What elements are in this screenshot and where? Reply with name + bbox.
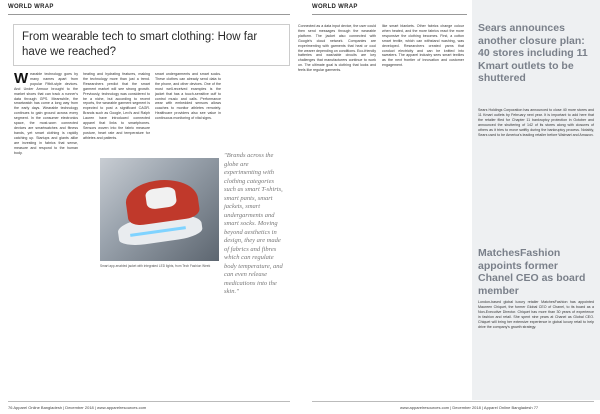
- column-2-text: heating and hydrating features, making the technology more than just a trend. Researchers predict that the smart garment market will see strong growth. Previously, technology was considered to be a niche, but according to recent reports, the wearable garment segment is expected to post a significant CAGR. Brands such as Google, Levi's and Ralph Lauren have introduced connected apparel that links to smartphones. Sensors woven into the fabric measure posture, heart rate and temperature for athletes and patients.: [83, 72, 150, 140]
- article-column-5: [382, 24, 464, 397]
- footer-rule-left: [8, 401, 290, 402]
- footer-left: 76 Apparel Online Bangladesh | December 2018 | www.apparelresources.com: [8, 405, 147, 410]
- column-5-text: like smart blankets. Other fabrics change colour when heated, and the more fabrics react the more responsive the clothing becomes. First, a cotton smart textile, which can withstand washing, was developed. Researchers created yarns that conduct electricity and can be knitted into sweaters. The apparel industry sees smart textiles as the next frontier of innovation and customer engagement.: [382, 24, 464, 68]
- sidebar-headline-matchesfashion: MatchesFashion appoints former Chanel CEO as board member: [478, 247, 586, 297]
- footer-rule-right: [312, 401, 594, 402]
- sidebar-body-matchesfashion: London-based global luxury retailer MatchesFashion has appointed Maureen Chiquet, the former Global CEO of Chanel, to its board as a Non-Executive Director. Chiquet has more than 30 years of experience in fashion and retail. She spent nine years at Chanel as Global CEO. Chiquet will bring her extensive experience in global luxury retail to help drive the company's growth strategy.: [478, 300, 594, 329]
- section-header-right: WORLD WRAP: [312, 4, 358, 10]
- sidebar-headline-sears: Sears announces another closure plan: 40 stores including 11 Kmart outlets to be shuttered: [478, 22, 588, 84]
- footer-right: www.apparelresources.com | December 2018 | Apparel Online Bangladesh 77: [400, 405, 539, 410]
- header-rule-left: [8, 14, 290, 15]
- header-rule-right: [312, 14, 467, 15]
- article-column-1: [14, 72, 78, 397]
- column-1-text: earable technology goes by many names apart from popular Fitbit-style devices. And Under Armour brought to the market shoes that can track a runner's data through GPS. Meanwhile, the smartwatch has come a long way from the early days. Wearable technology continues to gain ground across every segment. In the consumer electronics space, the most-worn connected devices are smartwatches and fitness bands, yet smart clothing is rapidly catching up. Startups and giants alike are investing in fabrics that sense, measure and respond to the human body.: [14, 72, 78, 155]
- pull-quote: "Brands across the globe are experimenting with clothing categories such as smart T-shirts, smart pants, smart jackets, smart undergarments and smart socks. Moving beyond aesthetics in design, they are made of fabrics and fibres which can regulate body temperature, and can even release medications into the skin.": [224, 152, 283, 295]
- column-4-text: Connected as a data input device, the user could then send messages through the wearable platform. The jacket also connected with Google's cloud network. Companies are experimenting with garments that heat or cool the wearer depending on conditions. Eco-friendly batteries and washable circuits are key challenges that manufacturers continue to work on. The ultimate goal is clothing that looks and feels like regular garments.: [298, 24, 376, 73]
- column-3-text: smart undergarments and smart socks. These clothes can already send data to the phone, and other devices. One of the most well-received examples is the jacket that has a touch-sensitive cuff to control music and calls. Performance wear with embedded sensors allows coaches to monitor athletes remotely. Healthcare providers also see value in continuous monitoring of vital signs.: [155, 72, 221, 121]
- smart-jacket-photo: [100, 158, 219, 261]
- drop-cap: W: [14, 72, 29, 87]
- article-column-2: [83, 72, 150, 156]
- article-column-4: [298, 24, 376, 397]
- article-title: From wearable tech to smart clothing: How far have we reached?: [22, 31, 258, 58]
- article-column-3: [155, 72, 221, 156]
- sidebar-body-sears: Sears Holdings Corporation has announced to close 40 more stores and 11 Kmart outlets by February next year. It is important to add here that the retailer filed for Chapter 11 bankruptcy protection in October and announced the shuttering of 142 of its stores along with closures of others as it tries to move swiftly during the bankruptcy process. Notably, Sears used to be America's leading retailer before Walmart and Amazon.: [478, 108, 594, 137]
- section-header-left: WORLD WRAP: [8, 4, 54, 10]
- photo-caption: Smart app-enabled jacket with integrated LED lights, from Tech Fashion Week: [100, 264, 211, 268]
- article-title-box: [13, 24, 290, 66]
